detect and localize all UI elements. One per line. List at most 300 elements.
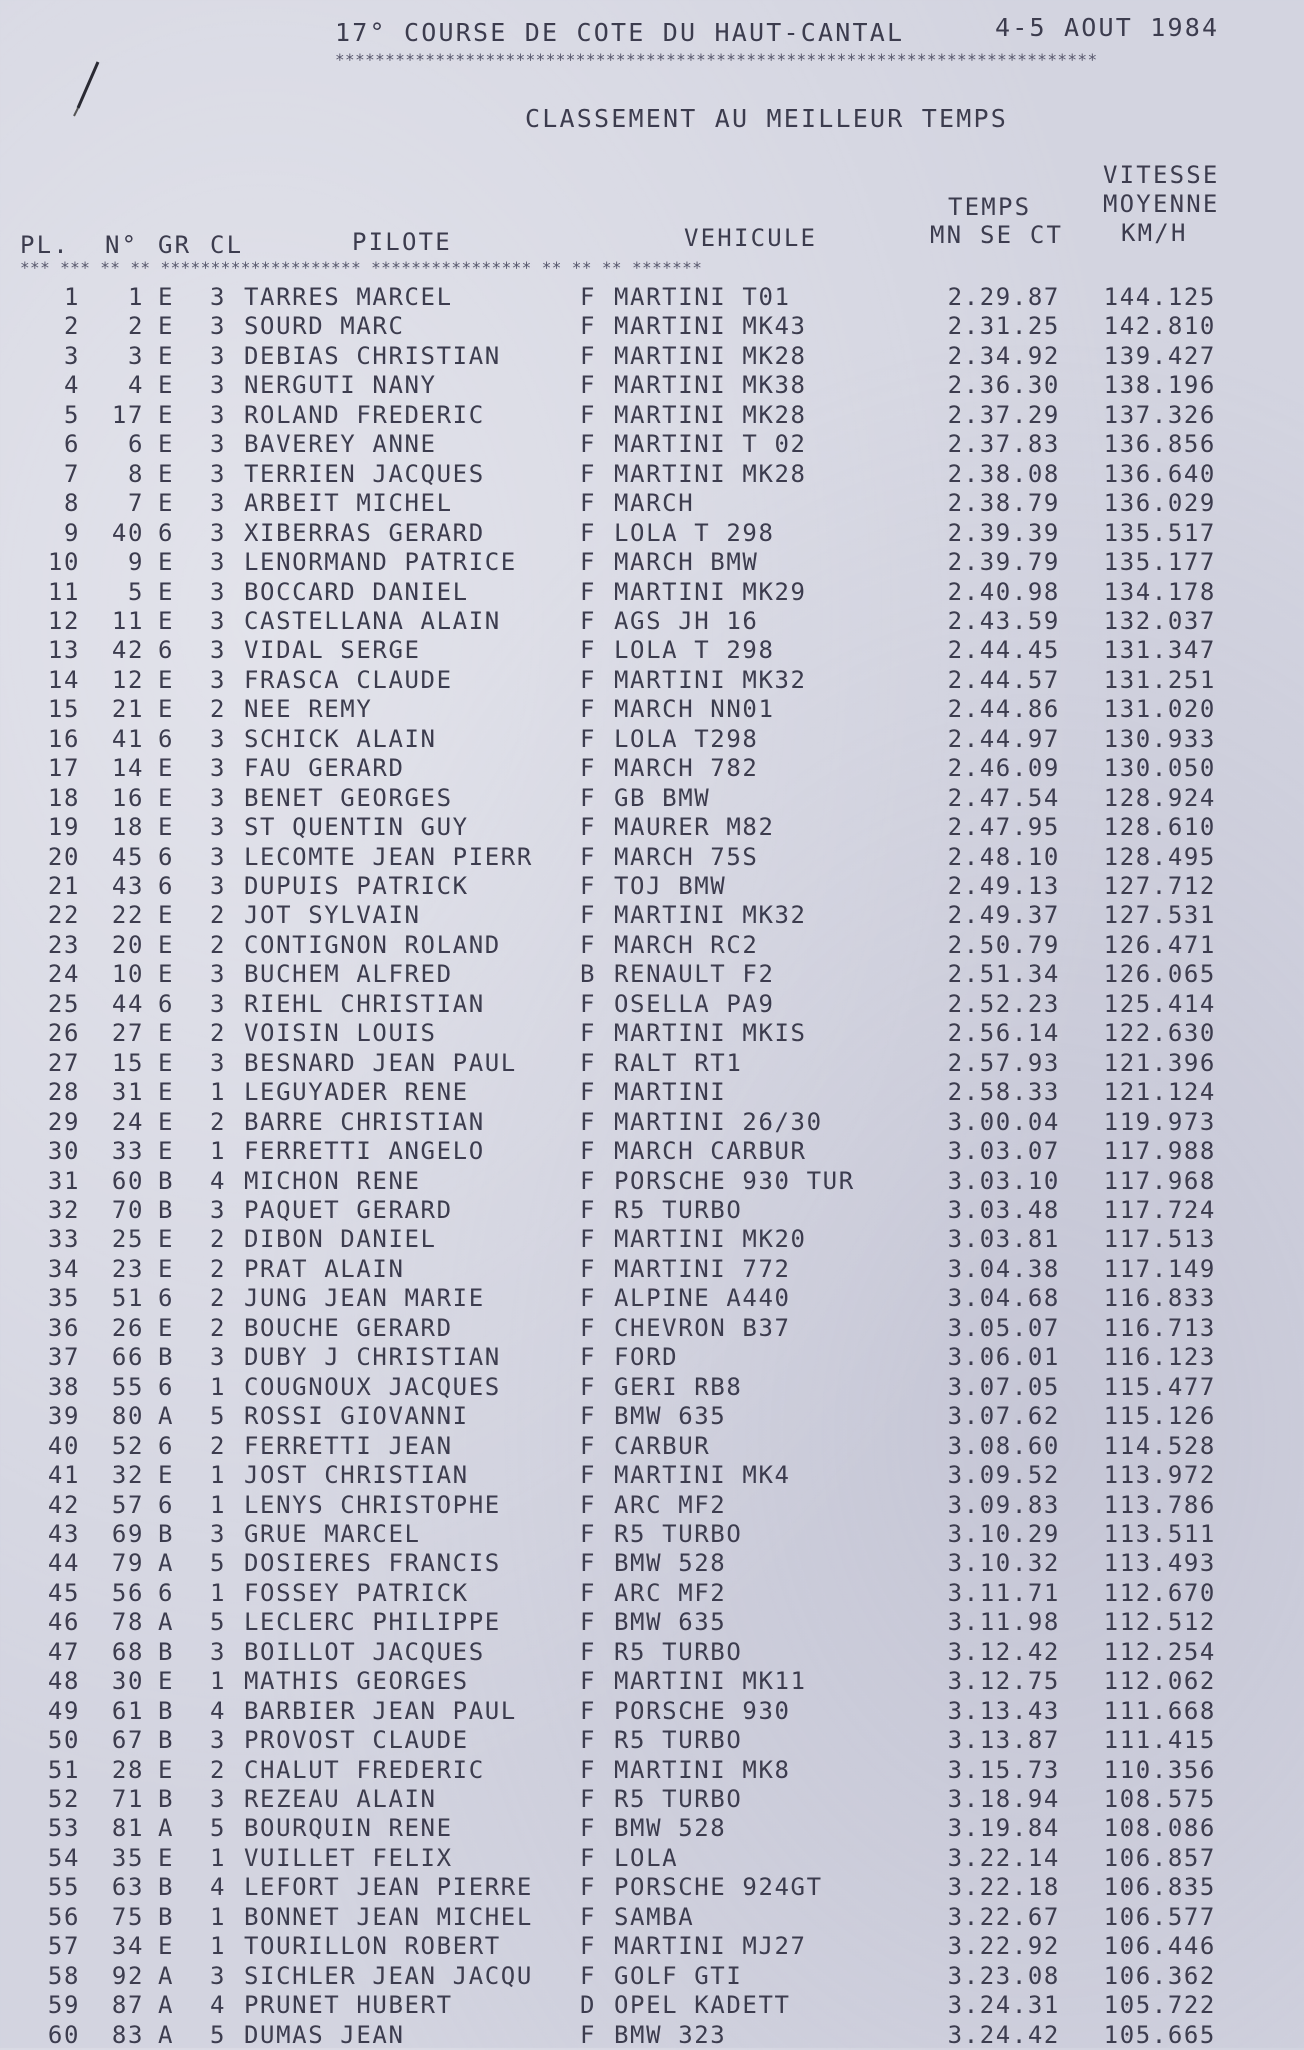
table-row <box>0 548 1304 577</box>
cell-group: 6 <box>158 636 175 665</box>
cell-time: 3.07.05 <box>947 1372 1060 1401</box>
col-no-label: N° <box>105 231 139 259</box>
cell-class: 3 <box>210 989 227 1018</box>
table-row <box>0 1579 1304 1608</box>
cell-place: 23 <box>47 930 80 959</box>
cell-place: 44 <box>47 1549 80 1578</box>
cell-vehicle: MARTINI MK20 <box>614 1225 807 1254</box>
cell-vehicle: ALPINE A440 <box>614 1284 791 1313</box>
cell-pilot: PRAT ALAIN <box>244 1254 405 1283</box>
cell-number: 87 <box>111 1991 144 2020</box>
cell-number: 33 <box>111 1137 144 1165</box>
cell-class: 3 <box>210 1785 227 1813</box>
table-row <box>0 342 1304 371</box>
cell-place: 60 <box>47 2020 80 2049</box>
cell-number: 28 <box>111 1755 144 1784</box>
cell-speed: 135.517 <box>1103 518 1216 547</box>
cell-time: 3.11.98 <box>947 1608 1060 1637</box>
cell-number: 63 <box>111 1873 144 1902</box>
cell-pilot: SOURD MARC <box>244 312 405 341</box>
cell-vehicle: MARTINI T 02 <box>614 430 807 459</box>
cell-number: 2 <box>127 312 144 341</box>
cell-time: 3.15.73 <box>947 1755 1060 1784</box>
col-speed-unit: KM/H <box>1121 219 1188 247</box>
cell-group: A <box>158 1814 175 1843</box>
cell-number: 10 <box>111 960 144 989</box>
cell-place: 39 <box>47 1402 80 1431</box>
table-row <box>0 1461 1304 1490</box>
cell-pilot: LECOMTE JEAN PIERR <box>244 842 533 871</box>
cell-speed: 112.670 <box>1103 1578 1216 1607</box>
cell-time: 2.43.59 <box>947 607 1060 635</box>
cell-number: 81 <box>111 1814 144 1843</box>
cell-category: F <box>580 1343 597 1372</box>
cell-category: F <box>580 2020 597 2049</box>
cell-pilot: FERRETTI ANGELO <box>244 1137 485 1165</box>
cell-group: E <box>158 960 175 989</box>
cell-speed: 106.835 <box>1103 1873 1216 1902</box>
cell-time: 3.04.68 <box>947 1284 1060 1313</box>
cell-category: F <box>580 754 597 783</box>
table-row <box>0 1255 1304 1284</box>
cell-speed: 106.577 <box>1103 1902 1216 1931</box>
cell-category: F <box>580 1166 597 1195</box>
cell-class: 3 <box>210 1961 227 1990</box>
cell-class: 2 <box>210 1755 227 1784</box>
cell-group: B <box>158 1343 175 1372</box>
cell-class: 3 <box>210 430 227 459</box>
cell-time: 3.22.67 <box>947 1902 1060 1931</box>
cell-number: 35 <box>111 1843 144 1872</box>
cell-speed: 108.575 <box>1103 1785 1216 1813</box>
cell-pilot: BARRE CHRISTIAN <box>244 1107 485 1136</box>
cell-category: F <box>580 1667 597 1696</box>
cell-speed: 106.446 <box>1103 1932 1216 1961</box>
cell-group: E <box>158 1225 175 1254</box>
cell-place: 25 <box>47 989 80 1018</box>
column-star-rule: *** *** ** ** ******************** **************** ** ** ** ******* <box>20 258 703 277</box>
table-row <box>0 931 1304 960</box>
cell-place: 47 <box>47 1637 80 1666</box>
cell-vehicle: BMW 323 <box>614 2020 727 2049</box>
cell-speed: 135.177 <box>1103 548 1216 576</box>
cell-pilot: BARBIER JEAN PAUL <box>244 1696 517 1725</box>
cell-vehicle: MARTINI MJ27 <box>614 1932 807 1961</box>
cell-number: 21 <box>111 695 144 724</box>
cell-class: 2 <box>210 930 227 959</box>
cell-number: 30 <box>111 1667 144 1696</box>
cell-number: 68 <box>111 1637 144 1666</box>
table-row <box>0 1049 1304 1078</box>
cell-group: E <box>158 607 175 635</box>
cell-group: E <box>158 489 175 518</box>
cell-class: 3 <box>210 371 227 400</box>
cell-pilot: LENYS CHRISTOPHE <box>244 1490 501 1519</box>
cell-number: 14 <box>111 754 144 783</box>
cell-class: 3 <box>210 459 227 488</box>
cell-class: 1 <box>210 1843 227 1872</box>
cell-place: 19 <box>47 813 80 842</box>
cell-category: F <box>580 430 597 459</box>
cell-place: 22 <box>47 901 80 930</box>
cell-vehicle: SAMBA <box>614 1902 695 1931</box>
cell-time: 3.09.83 <box>947 1490 1060 1519</box>
table-row <box>0 430 1304 459</box>
cell-speed: 113.786 <box>1103 1490 1216 1519</box>
cell-number: 40 <box>111 518 144 547</box>
cell-time: 3.03.07 <box>947 1137 1060 1165</box>
cell-class: 3 <box>210 783 227 812</box>
cell-vehicle: MARTINI MK28 <box>614 459 807 488</box>
table-row <box>0 754 1304 783</box>
cell-pilot: BOCCARD DANIEL <box>244 577 469 606</box>
cell-class: 3 <box>210 518 227 547</box>
cell-number: 70 <box>111 1195 144 1224</box>
cell-vehicle: LOLA T 298 <box>614 518 775 547</box>
cell-place: 1 <box>63 283 80 311</box>
cell-time: 2.49.13 <box>947 872 1060 900</box>
cell-number: 22 <box>111 901 144 930</box>
table-row <box>0 1726 1304 1755</box>
cell-speed: 111.415 <box>1103 1726 1216 1754</box>
cell-category: F <box>580 459 597 488</box>
cell-vehicle: MARTINI T01 <box>614 283 791 311</box>
table-row <box>0 1491 1304 1520</box>
cell-place: 59 <box>47 1991 80 2020</box>
table-row <box>0 1314 1304 1343</box>
cell-group: E <box>158 754 175 783</box>
cell-place: 28 <box>47 1078 80 1107</box>
cell-place: 52 <box>47 1785 80 1813</box>
table-row <box>0 1402 1304 1431</box>
cell-place: 5 <box>63 400 80 429</box>
cell-pilot: DIBON DANIEL <box>244 1225 437 1254</box>
table-row <box>0 843 1304 872</box>
cell-speed: 111.668 <box>1103 1696 1216 1725</box>
cell-category: F <box>580 813 597 842</box>
cell-class: 3 <box>210 341 227 370</box>
cell-time: 3.03.81 <box>947 1225 1060 1254</box>
cell-time: 3.24.42 <box>947 2020 1060 2049</box>
cell-category: F <box>580 400 597 429</box>
cell-vehicle: RENAULT F2 <box>614 960 775 989</box>
cell-vehicle: R5 TURBO <box>614 1195 743 1224</box>
cell-vehicle: MARTINI MK28 <box>614 341 807 370</box>
cell-pilot: DUMAS JEAN <box>244 2020 405 2049</box>
cell-group: 6 <box>158 1490 175 1519</box>
table-row <box>0 607 1304 636</box>
cell-category: F <box>580 1549 597 1578</box>
cell-pilot: BOILLOT JACQUES <box>244 1637 485 1666</box>
cell-speed: 130.933 <box>1103 724 1216 753</box>
cell-pilot: FERRETTI JEAN <box>244 1431 453 1460</box>
cell-class: 1 <box>210 1137 227 1165</box>
cell-number: 57 <box>111 1490 144 1519</box>
cell-number: 41 <box>111 724 144 753</box>
cell-pilot: TERRIEN JACQUES <box>244 459 485 488</box>
cell-number: 12 <box>111 665 144 694</box>
cell-pilot: GRUE MARCEL <box>244 1519 421 1548</box>
cell-pilot: VUILLET FELIX <box>244 1843 453 1872</box>
cell-class: 3 <box>210 813 227 842</box>
cell-class: 3 <box>210 1343 227 1372</box>
cell-group: 6 <box>158 1578 175 1607</box>
table-row <box>0 401 1304 430</box>
cell-place: 46 <box>47 1608 80 1637</box>
cell-pilot: MICHON RENE <box>244 1166 421 1195</box>
cell-class: 2 <box>210 1313 227 1342</box>
cell-group: E <box>158 430 175 459</box>
cell-speed: 130.050 <box>1103 754 1216 783</box>
cell-place: 55 <box>47 1873 80 1902</box>
cell-class: 1 <box>210 1078 227 1107</box>
cell-place: 17 <box>47 754 80 783</box>
cell-class: 5 <box>210 1402 227 1431</box>
cell-place: 56 <box>47 1902 80 1931</box>
cell-group: E <box>158 283 175 311</box>
cell-speed: 117.149 <box>1103 1254 1216 1283</box>
cell-time: 2.37.29 <box>947 400 1060 429</box>
cell-number: 23 <box>111 1254 144 1283</box>
cell-speed: 131.347 <box>1103 636 1216 665</box>
cell-category: F <box>580 1637 597 1666</box>
table-row <box>0 283 1304 312</box>
cell-pilot: XIBERRAS GERARD <box>244 518 485 547</box>
cell-speed: 125.414 <box>1103 989 1216 1018</box>
cell-group: A <box>158 2020 175 2049</box>
cell-place: 11 <box>47 577 80 606</box>
cell-class: 3 <box>210 1048 227 1077</box>
cell-number: 27 <box>111 1019 144 1048</box>
title-star-rule: **************************************************************************** <box>335 50 1098 69</box>
cell-pilot: LEGUYADER RENE <box>244 1078 469 1107</box>
cell-category: F <box>580 1137 597 1165</box>
cell-category: F <box>580 1932 597 1961</box>
cell-place: 33 <box>47 1225 80 1254</box>
table-row <box>0 1373 1304 1402</box>
cell-category: F <box>580 341 597 370</box>
cell-number: 18 <box>111 813 144 842</box>
cell-vehicle: OPEL KADETT <box>614 1991 791 2020</box>
cell-class: 3 <box>210 400 227 429</box>
table-row <box>0 1343 1304 1372</box>
cell-pilot: SICHLER JEAN JACQU <box>244 1961 533 1990</box>
cell-class: 2 <box>210 695 227 724</box>
cell-pilot: ST QUENTIN GUY <box>244 813 469 842</box>
col-cl-label: CL <box>210 231 244 259</box>
cell-vehicle: MARCH <box>614 489 695 518</box>
cell-pilot: FRASCA CLAUDE <box>244 665 453 694</box>
cell-vehicle: MARTINI MK32 <box>614 665 807 694</box>
cell-place: 32 <box>47 1195 80 1224</box>
cell-time: 3.08.60 <box>947 1431 1060 1460</box>
cell-number: 43 <box>111 872 144 900</box>
cell-pilot: TOURILLON ROBERT <box>244 1932 501 1961</box>
cell-speed: 126.471 <box>1103 930 1216 959</box>
cell-group: E <box>158 341 175 370</box>
cell-place: 2 <box>63 312 80 341</box>
cell-number: 3 <box>127 341 144 370</box>
cell-number: 32 <box>111 1461 144 1489</box>
cell-speed: 105.722 <box>1103 1991 1216 2020</box>
cell-vehicle: BMW 635 <box>614 1608 727 1637</box>
cell-place: 40 <box>47 1431 80 1460</box>
cell-pilot: LEFORT JEAN PIERRE <box>244 1873 533 1902</box>
cell-category: F <box>580 1431 597 1460</box>
cell-place: 48 <box>47 1667 80 1696</box>
cell-vehicle: R5 TURBO <box>614 1726 743 1754</box>
cell-pilot: NERGUTI NANY <box>244 371 437 400</box>
cell-speed: 138.196 <box>1103 371 1216 400</box>
cell-time: 2.40.98 <box>947 577 1060 606</box>
cell-category: F <box>580 1107 597 1136</box>
table-row <box>0 784 1304 813</box>
cell-time: 2.37.83 <box>947 430 1060 459</box>
cell-group: E <box>158 400 175 429</box>
cell-pilot: CHALUT FREDERIC <box>244 1755 485 1784</box>
cell-group: B <box>158 1637 175 1666</box>
table-row <box>0 666 1304 695</box>
cell-pilot: BONNET JEAN MICHEL <box>244 1902 533 1931</box>
cell-vehicle: ARC MF2 <box>614 1578 727 1607</box>
cell-vehicle: GERI RB8 <box>614 1372 743 1401</box>
cell-speed: 114.528 <box>1103 1431 1216 1460</box>
cell-speed: 112.512 <box>1103 1608 1216 1637</box>
cell-class: 3 <box>210 960 227 989</box>
col-vehicule-label: VEHICULE <box>684 224 818 252</box>
cell-pilot: SCHICK ALAIN <box>244 724 437 753</box>
table-row <box>0 1196 1304 1225</box>
cell-category: F <box>580 842 597 871</box>
cell-speed: 128.610 <box>1103 813 1216 842</box>
cell-category: F <box>580 1902 597 1931</box>
cell-vehicle: R5 TURBO <box>614 1785 743 1813</box>
cell-group: 6 <box>158 989 175 1018</box>
cell-speed: 115.477 <box>1103 1372 1216 1401</box>
table-row <box>0 489 1304 518</box>
cell-class: 1 <box>210 1578 227 1607</box>
cell-group: E <box>158 459 175 488</box>
cell-category: F <box>580 989 597 1018</box>
cell-time: 3.04.38 <box>947 1254 1060 1283</box>
cell-place: 42 <box>47 1490 80 1519</box>
cell-time: 3.09.52 <box>947 1461 1060 1489</box>
cell-speed: 128.495 <box>1103 842 1216 871</box>
cell-speed: 113.511 <box>1103 1519 1216 1548</box>
cell-pilot: DEBIAS CHRISTIAN <box>244 341 501 370</box>
cell-vehicle: MARTINI MKIS <box>614 1019 807 1048</box>
cell-pilot: ARBEIT MICHEL <box>244 489 453 518</box>
cell-speed: 117.724 <box>1103 1195 1216 1224</box>
cell-category: F <box>580 1755 597 1784</box>
cell-time: 3.10.29 <box>947 1519 1060 1548</box>
cell-number: 1 <box>127 283 144 311</box>
cell-class: 3 <box>210 636 227 665</box>
cell-group: E <box>158 1461 175 1489</box>
col-gr-label: GR <box>158 231 192 259</box>
cell-pilot: PROVOST CLAUDE <box>244 1726 469 1754</box>
cell-group: E <box>158 577 175 606</box>
cell-pilot: BUCHEM ALFRED <box>244 960 453 989</box>
cell-speed: 131.020 <box>1103 695 1216 724</box>
table-row <box>0 725 1304 754</box>
cell-time: 3.13.87 <box>947 1726 1060 1754</box>
event-dates: 4-5 AOUT 1984 <box>995 13 1220 42</box>
col-pilote-label: PILOTE <box>352 228 452 256</box>
table-row <box>0 813 1304 842</box>
cell-pilot: RIEHL CHRISTIAN <box>244 989 485 1018</box>
cell-speed: 127.712 <box>1103 872 1216 900</box>
cell-time: 2.48.10 <box>947 842 1060 871</box>
cell-number: 79 <box>111 1549 144 1578</box>
table-row <box>0 1638 1304 1667</box>
cell-speed: 136.029 <box>1103 489 1216 518</box>
cell-number: 80 <box>111 1402 144 1431</box>
table-row <box>0 1844 1304 1873</box>
cell-category: D <box>580 1991 597 2020</box>
cell-place: 31 <box>47 1166 80 1195</box>
table-row <box>0 1962 1304 1991</box>
cell-class: 1 <box>210 1372 227 1401</box>
table-row <box>0 1549 1304 1578</box>
table-row <box>0 901 1304 930</box>
cell-group: E <box>158 665 175 694</box>
cell-group: E <box>158 1107 175 1136</box>
cell-place: 50 <box>47 1726 80 1754</box>
cell-group: E <box>158 1755 175 1784</box>
cell-vehicle: MARCH RC2 <box>614 930 759 959</box>
table-row <box>0 1991 1304 2020</box>
cell-category: F <box>580 607 597 635</box>
cell-place: 35 <box>47 1284 80 1313</box>
cell-number: 52 <box>111 1431 144 1460</box>
cell-vehicle: LOLA T298 <box>614 724 759 753</box>
cell-speed: 121.396 <box>1103 1048 1216 1077</box>
cell-place: 6 <box>63 430 80 459</box>
cell-pilot: BENET GEORGES <box>244 783 453 812</box>
cell-group: 6 <box>158 1431 175 1460</box>
cell-category: F <box>580 1608 597 1637</box>
cell-category: F <box>580 312 597 341</box>
cell-group: E <box>158 1843 175 1872</box>
cell-group: E <box>158 1137 175 1165</box>
cell-place: 51 <box>47 1755 80 1784</box>
cell-group: E <box>158 1078 175 1107</box>
cell-place: 54 <box>47 1843 80 1872</box>
cell-number: 11 <box>111 607 144 635</box>
cell-group: 6 <box>158 518 175 547</box>
cell-time: 2.51.34 <box>947 960 1060 989</box>
cell-vehicle: PORSCHE 930 TUR <box>614 1166 855 1195</box>
cell-pilot: CONTIGNON ROLAND <box>244 930 501 959</box>
cell-pilot: DUBY J CHRISTIAN <box>244 1343 501 1372</box>
cell-class: 2 <box>210 1254 227 1283</box>
cell-group: E <box>158 1667 175 1696</box>
cell-group: E <box>158 548 175 576</box>
cell-category: F <box>580 1254 597 1283</box>
table-row <box>0 519 1304 548</box>
cell-vehicle: R5 TURBO <box>614 1519 743 1548</box>
cell-time: 2.39.79 <box>947 548 1060 576</box>
cell-place: 38 <box>47 1372 80 1401</box>
cell-place: 53 <box>47 1814 80 1843</box>
cell-vehicle: OSELLA PA9 <box>614 989 775 1018</box>
cell-speed: 131.251 <box>1103 665 1216 694</box>
cell-speed: 106.362 <box>1103 1961 1216 1990</box>
cell-vehicle: MARTINI MK8 <box>614 1755 791 1784</box>
cell-group: A <box>158 1402 175 1431</box>
cell-category: F <box>580 1578 597 1607</box>
